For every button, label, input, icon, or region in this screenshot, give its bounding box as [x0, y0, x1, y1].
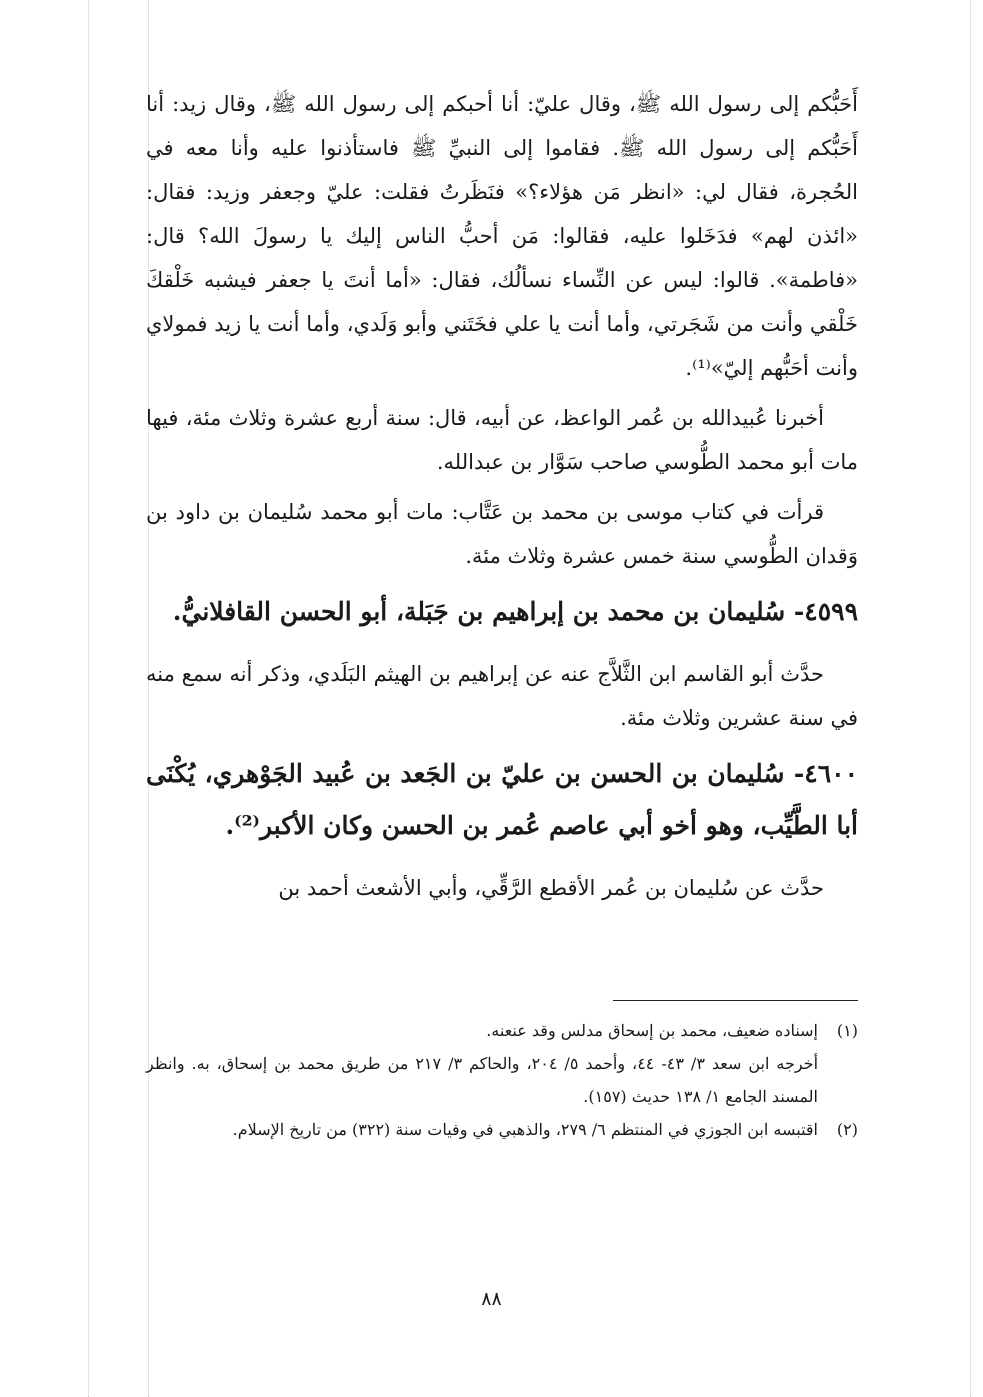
footnote-separator	[613, 1000, 858, 1001]
paragraph-hadith: أَحَبُّكم إلى رسول الله ﷺ، وقال عليّ: أنا أحبكم إلى رسول الله ﷺ، وقال زيد: أنا أَحَبُّكم إلى رسول الله ﷺ. فقاموا إلى النبيِّ ﷺ فاستأذنوا عليه وأنا معه في الحُجرة، فقال لي: «انظر مَن هؤلاء؟» فنَظَرتُ فقلت: عليّ وجعفر وزيد: فقال: «ائذن لهم» فدَخَلوا عليه، فقالوا: مَن أحبُّ الناس إليك يا رسولَ الله؟ قال: «فاطمة». قالوا: ليس عن النِّساء نسألُك، فقال: «أما أنتَ يا جعفر فيشبه خَلْقكَ خَلْقي وأنت من شَجَرتي، وأما أنت يا علي فخَتَني وأبو وَلَدي، وأما أنت يا زيد فمولاي وأنت أحَبُّهم إليّ»⁽¹⁾.	[146, 92, 858, 380]
paragraph-reading-note: قرأت في كتاب موسى بن محمد بن عَتَّاب: مات أبو محمد سُليمان بن داود بن وَقدان الطُّوسي سنة خمس عشرة وثلاث مئة.	[146, 500, 858, 568]
entry-body-4599: حدَّث أبو القاسم ابن الثَّلاَّج عنه عن إبراهيم بن الهيثم البَلَدي، وذكر أنه سمع منه في سنة عشرين وثلاث مئة.	[146, 662, 858, 730]
page-number: ٨٨	[481, 1288, 502, 1310]
footnote-line: اقتبسه ابن الجوزي في المنتظم ٦/ ٢٧٩، والذهبي في وفيات سنة (٣٢٢) من تاريخ الإسلام.	[232, 1120, 818, 1139]
footnote-2	[146, 1113, 858, 1146]
entry-heading-4599	[146, 586, 858, 638]
footnote-1	[146, 1014, 858, 1113]
entry-title: - سُليمان بن الحسن بن عليّ بن الجَعد بن عُبيد الجَوْهري، يُكْنَى أبا الطَّيِّب، وهو أخو أبي عاصم عُمر بن الحسن وكان الأكبر⁽²⁾.	[146, 759, 858, 840]
entry-number: ٤٥٩٩	[804, 597, 858, 626]
entry-title: - سُليمان بن محمد بن إبراهيم بن جَبَلة، أبو الحسن القافلانيُّ.	[172, 597, 805, 626]
footnotes	[146, 1014, 858, 1146]
footnote-number: (١)	[836, 1021, 858, 1040]
entry-number: ٤٦٠٠	[804, 759, 858, 788]
entry-heading-4600	[146, 748, 858, 852]
footnote-number: (٢)	[836, 1120, 858, 1139]
scan-artifact-line	[88, 0, 89, 1397]
main-text	[146, 82, 858, 916]
scan-artifact-line	[970, 0, 971, 1397]
paragraph-death-note: أخبرنا عُبيدالله بن عُمر الواعظ، عن أبيه، قال: سنة أربع عشرة وثلاث مئة، فيها مات أبو محمد الطُّوسي صاحب سَوَّار بن عبدالله.	[146, 406, 858, 474]
entry-body-4600: حدَّث عن سُليمان بن عُمر الأقطع الرَّقِّي، وأبي الأشعث أحمد بن	[278, 876, 824, 900]
footnote-line: أخرجه ابن سعد ٣/ ٤٣- ٤٤، وأحمد ٥/ ٢٠٤، والحاكم ٣/ ٢١٧ من طريق محمد بن إسحاق، به. وانظر المسند الجامع ١/ ١٣٨ حديث (١٥٧).	[146, 1054, 819, 1106]
footnote-line: إسناده ضعيف، محمد بن إسحاق مدلس وقد عنعنه.	[486, 1021, 818, 1040]
